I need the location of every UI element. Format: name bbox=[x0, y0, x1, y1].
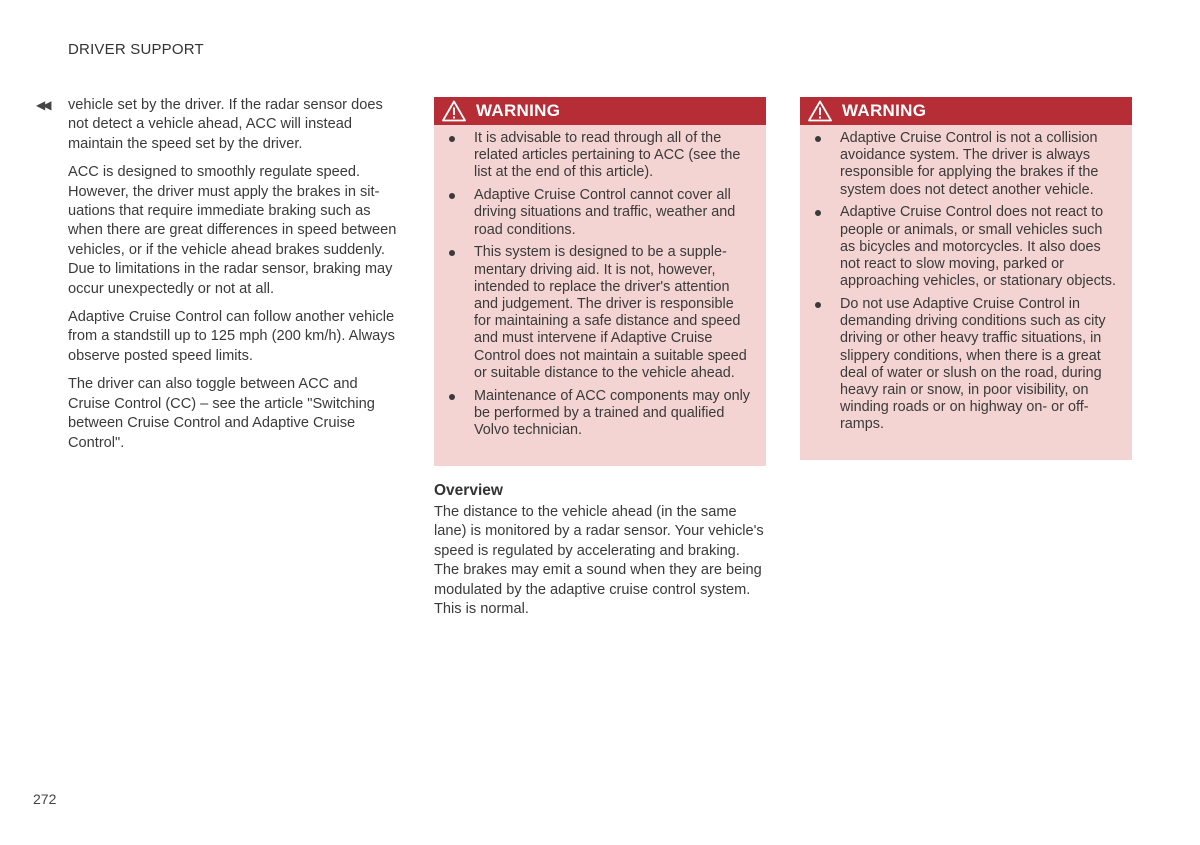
left-column bbox=[68, 96, 398, 462]
paragraph: The driver can also toggle between ACC and Cruise Control (CC) – see the article "Switching between Cruise Control and Adaptive Cruise Control". bbox=[68, 376, 375, 451]
list-item: Maintenance of ACC components may only be performed by a trained and qualified Volvo technician. bbox=[474, 388, 754, 440]
list-item: Do not use Adaptive Cruise Control in demanding driving conditions such as city driving or other heavy traffic situations, in slippery conditions, when there is a great deal of water or slush on the road, during heavy rain or snow, in poor visibility, on winding roads or on highway on- or off-ramps. bbox=[840, 296, 1120, 434]
warning-box-1 bbox=[434, 97, 766, 466]
warning-header bbox=[800, 97, 1132, 125]
overview-heading: Overview bbox=[434, 482, 503, 499]
list-item: It is advisable to read through all of the related articles pertaining to ACC (see the list at the end of this article). bbox=[474, 130, 754, 182]
warning-box-2 bbox=[800, 97, 1132, 460]
double-left-arrow-icon: ◀◀ bbox=[36, 98, 49, 112]
paragraph: ACC is designed to smoothly regulate speed. However, the driver must apply the brakes in situations that require immediate braking such as when there are great differences in speed between vehicles, or if the vehicle ahead brakes suddenly. Due to limitations in the radar sensor, braking may occur unexpectedly or not at all. bbox=[68, 164, 397, 297]
warning-title: WARNING bbox=[842, 101, 927, 120]
list-item: Adaptive Cruise Control is not a collision avoidance system. The driver is always responsible for applying the brakes if the system does not detect another vehicle. bbox=[840, 130, 1120, 199]
warning-triangle-icon bbox=[808, 100, 832, 122]
overview-text: The distance to the vehicle ahead (in the same lane) is monitored by a radar sensor. Your vehicle's speed is regulated by accelerating and braking. The brakes may emit a sound when they are being modulated by the adaptive cruise control system. This is normal. bbox=[434, 504, 764, 618]
list-item: This system is designed to be a supplementary driving aid. It is not, however, intended to replace the driver's attention and judgement. The driver is responsible for maintaining a safe distance and speed and must intervene if Adaptive Cruise Control does not maintain a suitable speed or suitable distance to the vehicle ahead. bbox=[474, 244, 754, 382]
warning-triangle-icon bbox=[442, 100, 466, 122]
warning-list bbox=[800, 125, 1132, 434]
section-title: DRIVER SUPPORT bbox=[68, 41, 204, 58]
warning-title: WARNING bbox=[476, 101, 561, 120]
page-number: 272 bbox=[33, 791, 57, 807]
list-item: Adaptive Cruise Control does not react to people or animals, or small vehicles such as bicycles and motorcycles. It also does not react to slow moving, parked or approaching vehicles, or stationary objects. bbox=[840, 204, 1120, 290]
warning-list bbox=[434, 125, 766, 439]
list-item: Adaptive Cruise Control cannot cover all driving situations and traffic, weather and road conditions. bbox=[474, 187, 754, 239]
paragraph: vehicle set by the driver. If the radar sensor does not detect a vehicle ahead, ACC will instead maintain the speed set by the driver. bbox=[68, 97, 383, 152]
warning-header bbox=[434, 97, 766, 125]
paragraph: Adaptive Cruise Control can follow another vehicle from a standstill up to 125 mph (200 km/h). Always observe posted speed limits. bbox=[68, 309, 395, 364]
